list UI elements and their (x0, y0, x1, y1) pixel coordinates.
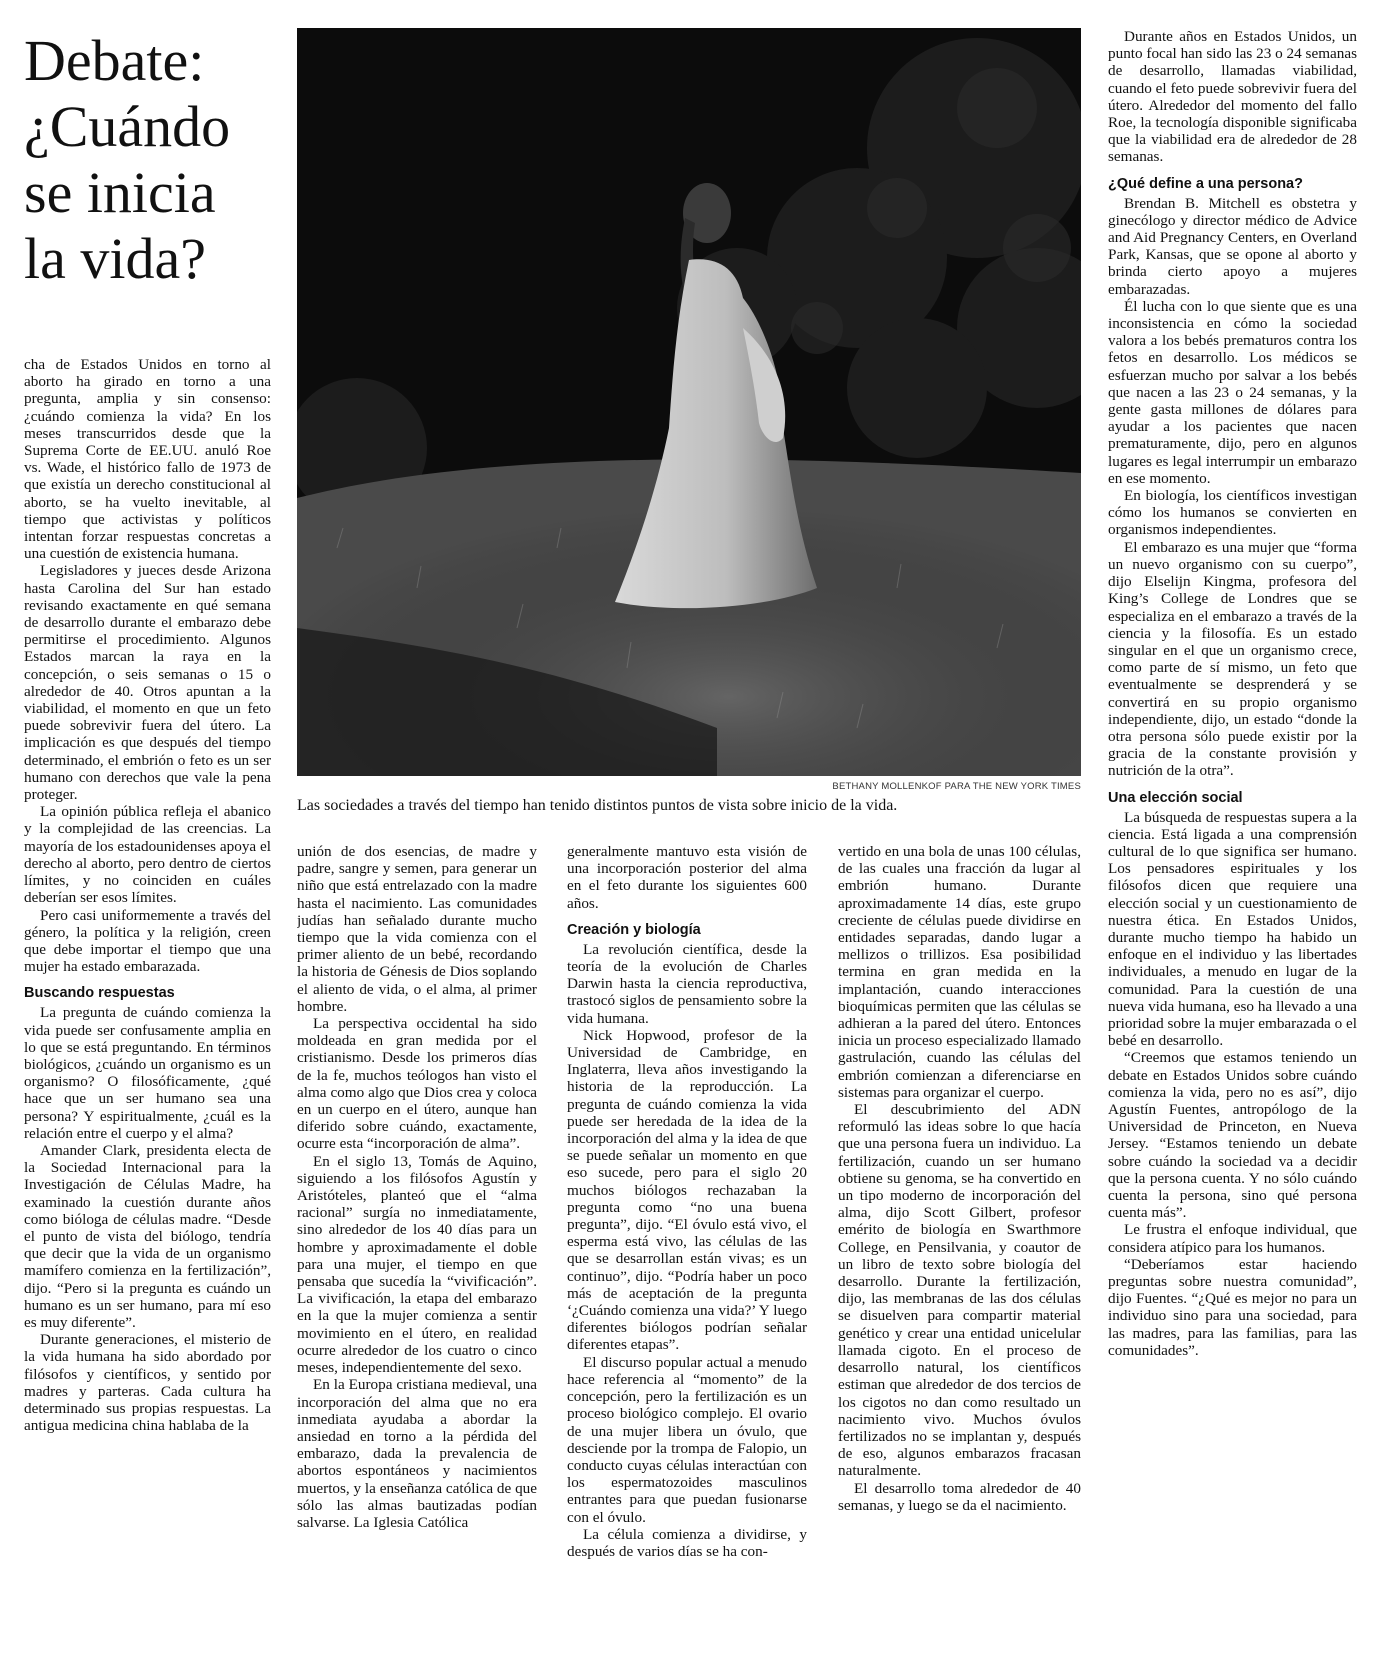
article-column-3 (567, 843, 807, 1658)
article-column-2 (297, 843, 537, 1658)
headline: Debate: ¿Cuándo se inicia la vida? (24, 28, 231, 291)
paragraph: cha de Estados Unidos en torno al aborto ha girado en torno a una pregunta, amplia y sin consenso: ¿cuándo comienza la vida? En los meses transcurridos desde que la Suprema Corte de EE.UU. anuló Roe vs. Wade, el histórico fallo de 1973 de que existía un derecho constitucional al aborto, se ha vuelto inevitable, al tiempo que activistas y políticos intentan forzar respuestas concretas a una cuestión de existencia humana. (24, 356, 271, 563)
article-column-4 (838, 843, 1081, 1658)
paragraph: Legisladores y jueces desde Arizona hasta Carolina del Sur han estado revisando exactamente en qué semana de desarrollo durante el embarazo debe permitirse el procedimiento. Algunos Estados marcan la raya en la concepción, o seis semanas o 15 o alrededor de 40. Otros apuntan a la viabilidad, el momento en que un feto puede sobrevivir fuera del útero. La implicación es que después del tiempo determinado, el embrión o feto es un ser humano con derechos que vale la pena proteger. (24, 562, 271, 804)
paragraph: El desarrollo toma alrededor de 40 semanas, y luego se da el nacimiento. (838, 1479, 1081, 1514)
subheading: Una elección social (1108, 789, 1243, 806)
paragraph: La perspectiva occidental ha sido moldeada en gran medida por el cristianismo. Desde los primeros días de la fe, muchos teólogos han visto el alma como algo que Dios crea y coloca en un cuerpo en el útero, aunque han diferido sobre cuándo, exactamente, ocurre esta “incorporación de alma”. (297, 1015, 537, 1153)
photo-caption: Las sociedades a través del tiempo han tenido distintos puntos de vista sobre inicio de la vida. (297, 797, 898, 814)
article-column-1 (24, 356, 271, 1656)
paragraph: Durante generaciones, el misterio de la vida humana ha sido abordado por filósofos y científicos, y sentido por madres y parteras. Cada cultura ha determinado sus propias respuestas. La antigua medicina china hablaba de la (24, 1331, 271, 1435)
paragraph: La opinión pública refleja el abanico y la complejidad de las creencias. La mayoría de los estadounidenses apoya el derecho al aborto, pero dentro de ciertos límites, y no coinciden en cuáles deberían ser esos límites. (24, 803, 271, 907)
subheading: ¿Qué define a una persona? (1108, 175, 1303, 192)
paragraph: Durante años en Estados Unidos, un punto focal han sido las 23 o 24 semanas de desarrollo, llamadas viabilidad, cuando el feto puede sobrevivir fuera del útero. Alrededor del momento del fallo Roe, la tecnología disponible significaba que la viabilidad era de alrededor de 28 semanas. (1108, 28, 1357, 166)
paragraph: En la Europa cristiana medieval, una incorporación del alma que no era inmediata ayudaba a abordar la ansiedad en torno a la pérdida del embarazo, dada la prevalencia de abortos espontáneos y nacimientos muertos, y la enseñanza católica de que sólo las almas bautizadas podían salvarse. La Iglesia Católica (297, 1376, 537, 1531)
paragraph: En el siglo 13, Tomás de Aquino, siguiendo a los filósofos Agustín y Aristóteles, planteó que el “alma racional” surgía no inmediatamente, sino alrededor de los 40 días para un hombre y aproximadamente el doble para una mujer, el tiempo en que pensaba que sucedía la “vivificación”. La vivificación, la etapa del embarazo en la que la mujer comienza a sentir movimiento en el útero, en realidad ocurre alrededor de los cuatro o cinco meses, independientemente del sexo. (297, 1152, 537, 1377)
subheading: Creación y biología (567, 921, 701, 938)
paragraph: Él lucha con lo que siente que es una inconsistencia en cómo la sociedad valora a los bebés prematuros contra los fetos en desarrollo. Los médicos se esfuerzan mucho por salvar a los bebés que nacen a las 23 o 24 semanas, y la gente gasta millones de dólares para ayudar a los pacientes que nacen prematuramente, dijo, pero en algunos lugares es legal interrumpir un embarazo en ese momento. (1108, 297, 1357, 487)
paragraph: La revolución científica, desde la teoría de la evolución de Charles Darwin hasta la ciencia reproductiva, trastocó siglos de pensamiento sobre la vida humana. (567, 940, 807, 1027)
paragraph: El embarazo es una mujer que “forma un nuevo organismo con su cuerpo”, dijo Elselijn Kingma, profesora del King’s College de Londres que se especializa en el embarazo a través de la ciencia y la filosofía. Es un estado singular en el que un organismo crece, como parte de sí mismo, un feto que eventualmente se desprenderá y se convertirá en su propio organismo independiente, dijo, un estado “donde la otra persona sólo puede existir por la gracia de la constante provisión y nutrición de la otra”. (1108, 538, 1357, 780)
paragraph: Amander Clark, presidenta electa de la Sociedad Internacional para la Investigación de Células Madre, ha examinado la cuestión durante años como bióloga de células madre. “Desde el punto de vista del biólogo, tendría que decir que la vida de un organismo mamífero comienza en la fertilización”, dijo. “Pero si la pregunta es cuándo un humano es un ser humano, para mí eso es muy diferente”. (24, 1141, 271, 1331)
paragraph: generalmente mantuvo esta visión de una incorporación posterior del alma en el feto durante los siguientes 600 años. (567, 843, 807, 912)
paragraph: “Deberíamos estar haciendo preguntas sobre nuestra comunidad”, dijo Fuentes. “¿Qué es mejor no para un individuo sino para una sociedad, para las madres, para las familias, para las comunidades”. (1108, 1255, 1357, 1359)
photo-credit: BETHANY MOLLENKOF PARA THE NEW YORK TIMES (832, 781, 1081, 792)
article-column-5 (1108, 28, 1357, 1658)
paragraph: La búsqueda de respuestas supera a la ciencia. Está ligada a una comprensión cultural de lo que significa ser humano. Los pensadores espirituales y los filósofos dicen que requiere una elección social y un cuestionamiento de nuestra ética. En Estados Unidos, durante mucho tiempo ha habido un enfoque en el individuo y las libertades individuales, a menudo en lugar de la comunidad. Para la cuestión de una nueva vida humana, eso ha llevado a una prioridad sobre la mujer embarazada o el bebé en desarrollo. (1108, 808, 1357, 1050)
paragraph: Brendan B. Mitchell es obstetra y ginecólogo y director médico de Advice and Aid Pregnancy Centers, en Overland Park, Kansas, que se opone al aborto y brinda cierto apoyo a mujeres embarazadas. (1108, 194, 1357, 298)
paragraph: La célula comienza a dividirse, y después de varios días se ha con- (567, 1525, 807, 1560)
paragraph: En biología, los científicos investigan cómo los humanos se convierten en organismos independientes. (1108, 487, 1357, 539)
paragraph: Pero casi uniformemente a través del género, la política y la religión, creen que debe importar el tiempo que una mujer ha estado embarazada. (24, 906, 271, 976)
photo-illustration (297, 28, 1081, 776)
paragraph: Le frustra el enfoque individual, que considera atípico para los humanos. (1108, 1221, 1357, 1256)
paragraph: El discurso popular actual a menudo hace referencia al “momento” de la concepción, pero la fertilización es un proceso biológico complejo. El ovario de una mujer libera un óvulo, que desciende por la trompa de Falopio, un conducto cuyas células interactúan con los espermatozoides masculinos entrantes para que puedan fusionarse con el óvulo. (567, 1353, 807, 1526)
paragraph: vertido en una bola de unas 100 células, de las cuales una fracción da lugar al embrión humano. Durante aproximadamente 14 días, este grupo creciente de células puede dividirse en entidades separadas, dando lugar a mellizos o trillizos. Esa posibilidad termina en gran medida en la implantación, cuando interacciones bioquímicas permiten que las células se adhieran a la pared del útero. Entonces inicia un proceso especializado llamado gastrulación, cuando las células del embrión comienzan a diferenciarse en sistemas para organizar el cuerpo. (838, 843, 1081, 1101)
paragraph: “Creemos que estamos teniendo un debate en Estados Unidos sobre cuándo comienza la vida, pero no es así”, dijo Agustín Fuentes, antropólogo de la Universidad de Princeton, en Nueva Jersey. “Estamos teniendo un debate sobre cuándo la sociedad va a decidir que la persona cuenta. Y no sólo cuándo cuenta la persona, sino qué persona cuenta más”. (1108, 1049, 1357, 1222)
paragraph: unión de dos esencias, de madre y padre, sangre y semen, para generar un niño que está entrelazado con la madre hasta el nacimiento. Las comunidades judías han señalado durante mucho tiempo que la vida comienza con el primer aliento de un bebé, recordando la historia de Génesis de Dios soplando el aliento de vida, o el alma, al primer hombre. (297, 843, 537, 1015)
photo (297, 28, 1081, 776)
paragraph: La pregunta de cuándo comienza la vida puede ser confusamente amplia en lo que se está preguntando. En términos biológicos, ¿cuándo un organismo es un organismo? O filosóficamente, ¿qué hace que un ser humano sea una persona? Y espiritualmente, ¿cuál es la relación entre el cuerpo y el alma? (24, 1004, 271, 1142)
paragraph: El descubrimiento del ADN reformuló las ideas sobre lo que hacía que una persona fuera un individuo. La fertilización, cuando un ser humano obtiene su genoma, se ha convertido en un tipo moderno de incorporación del alma, dijo Scott Gilbert, profesor emérito de biología en Swarthmore College, en Pensilvania, y coautor de un libro de texto sobre biología del desarrollo. Durante la fertilización, dijo, las membranas de las dos células se disuelven para compartir material genético y crear una entidad unicelular llamada cigoto. En el proceso de desarrollo natural, los científicos estiman que alrededor de dos tercios de los cigotos no dan como resultado un nacimiento vivo. Muchos óvulos fertilizados no se implantan y, después de eso, algunos embarazos fracasan naturalmente. (838, 1101, 1081, 1480)
paragraph: Nick Hopwood, profesor de la Universidad de Cambridge, en Inglaterra, lleva años investigando la historia de la reproducción. La pregunta de cuándo comienza la vida puede ser heredada de la idea de la incorporación del alma y la idea de que se puede señalar un momento en que eso sucede, pero para el siglo 20 muchos biólogos rechazaban la pregunta como “no una buena pregunta”, dijo. “El óvulo está vivo, el esperma está vivo, las células de las que se desarrollan están vivas; es un continuo”, dijo. “Podría haber un poco más de aceptación de la pregunta ‘¿Cuándo comienza una vida?’ Y luego diferentes biólogos podrían señalar diferentes etapas”. (567, 1026, 807, 1354)
subheading: Buscando respuestas (24, 985, 175, 1002)
